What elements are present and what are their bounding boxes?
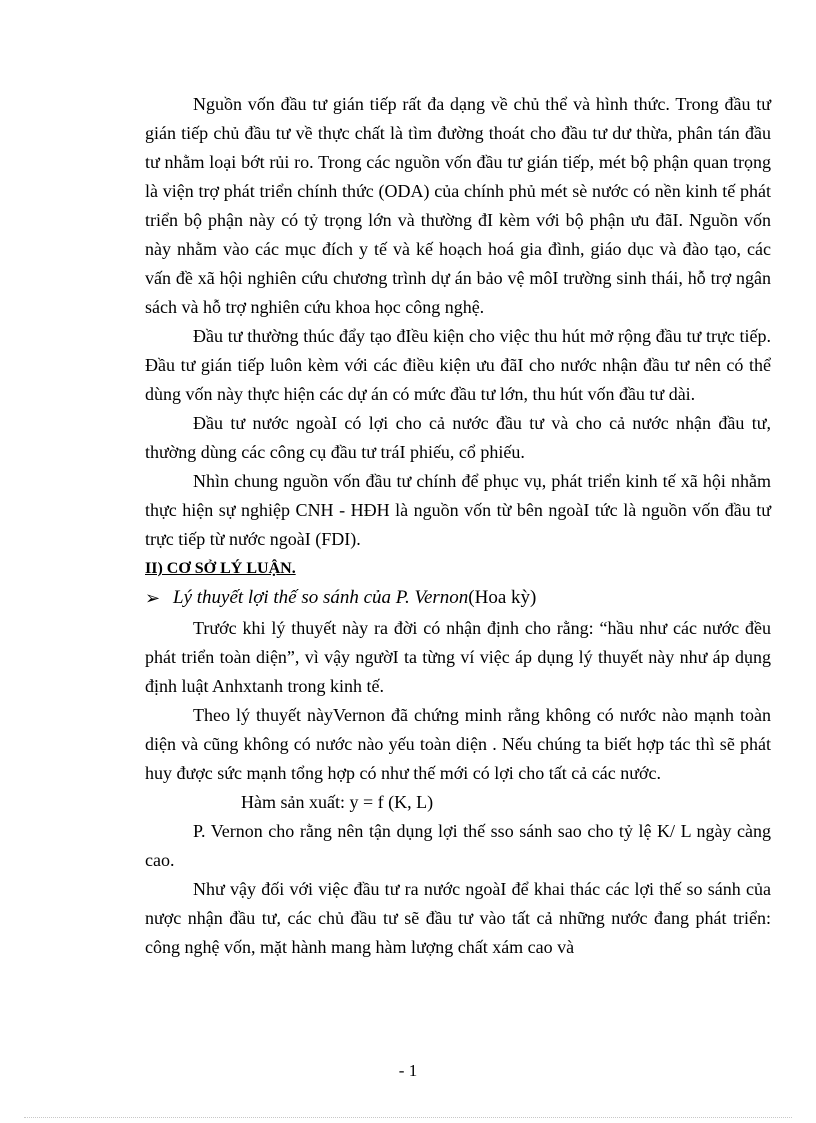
paragraph-k-l-ratio: P. Vernon cho rằng nên tận dụng lợi thế sso sánh sao cho tỷ lệ K/ L ngày càng cao. xyxy=(145,821,771,870)
page-bottom-divider xyxy=(24,1117,792,1118)
paragraph-foreign-investment-benefit: Đầu tư nước ngoàI có lợi cho cả nước đầu tư và cho cả nước nhận đầu tư, thường dùng các công cụ đầu tư tráI phiếu, cổ phiếu. xyxy=(145,413,771,462)
arrow-bullet-icon: ➢ xyxy=(145,588,161,608)
production-function-formula: Hàm sản xuất: y = f (K, L) xyxy=(241,792,434,812)
page-number: - 1 xyxy=(398,1061,418,1080)
paragraph-outward-investment: Như vậy đối với việc đầu tư ra nước ngoàI để khai thác các lợi thế so sánh của nược nhận đầu tư, các chủ đầu tư sẽ đầu tư vào tất cả những nước đang phát triển: công nghệ vốn, mặt hành mang hàm lượng chất xám cao và xyxy=(145,879,771,957)
paragraph-vernon-theory: Theo lý thuyết nàyVernon đã chứng minh rằng không có nước nào mạnh toàn diện và cũng không có nước nào yếu toàn diện . Nếu chúng ta biết hợp tác thì sẽ phát huy được sức mạnh tổng hợp có như thế mới có lợi cho tất cả các nước. xyxy=(145,705,771,783)
bullet-item xyxy=(145,582,771,614)
bullet-normal-text: (Hoa kỳ) xyxy=(468,587,537,608)
bullet-italic-text: Lý thuyết lợi thế so sánh của P. Vernon xyxy=(173,587,469,608)
paragraph-before-theory: Trước khi lý thuyết này ra đời có nhận định cho rằng: “hầu như các nước đều phát triển toàn diện”, vì vậy ngườI ta từng ví việc áp dụng lý thuyết này như áp dụng định luật Anhxtanh trong kinh tế. xyxy=(145,618,771,696)
paragraph-fdi-summary: Nhìn chung nguồn vốn đầu tư chính để phục vụ, phát triển kinh tế xã hội nhằm thực hiện sự nghiệp CNH - HĐH là nguồn vốn từ bên ngoàI tức là nguồn vốn đầu tư trực tiếp từ nước ngoàI (FDI). xyxy=(145,471,771,549)
paragraph-indirect-investment: Nguồn vốn đầu tư gián tiếp rất đa dạng về chủ thể và hình thức. Trong đầu tư gián tiếp chủ đầu tư về thực chất là tìm đường thoát cho đầu tư dư thừa, phân tán đầu tư nhằm loại bớt rủi ro. Trong các nguồn vốn đầu tư gián tiếp, mét bộ phận quan trọng là viện trợ phát triển chính thức (ODA) của chính phủ mét sè nước có nền kinh tế phát triển bộ phận này có tỷ trọng lớn và thường đI kèm với bộ phận ưu đãI. Nguồn vốn này nhằm vào các mục đích y tế và kế hoạch hoá gia đình, giáo dục và đào tạo, các vấn đề xã hội nghiên cứu chương trình dự án bảo vệ môI trường sinh thái, hỗ trợ ngân sách và hỗ trợ nghiên cứu khoa học công nghệ. xyxy=(145,94,771,317)
section-heading: II) CƠ SỞ LÝ LUẬN. xyxy=(145,560,296,577)
body-text xyxy=(145,90,771,962)
paragraph-investment-attraction: Đầu tư thường thúc đẩy tạo đIều kiện cho việc thu hút mở rộng đầu tư trực tiếp. Đầu tư gián tiếp luôn kèm với các điều kiện ưu đãI cho nước nhận đầu tư nên có thể dùng vốn này thực hiện các dự án có mức đầu tư lớn, thu hút vốn đầu tư dài. xyxy=(145,326,771,404)
